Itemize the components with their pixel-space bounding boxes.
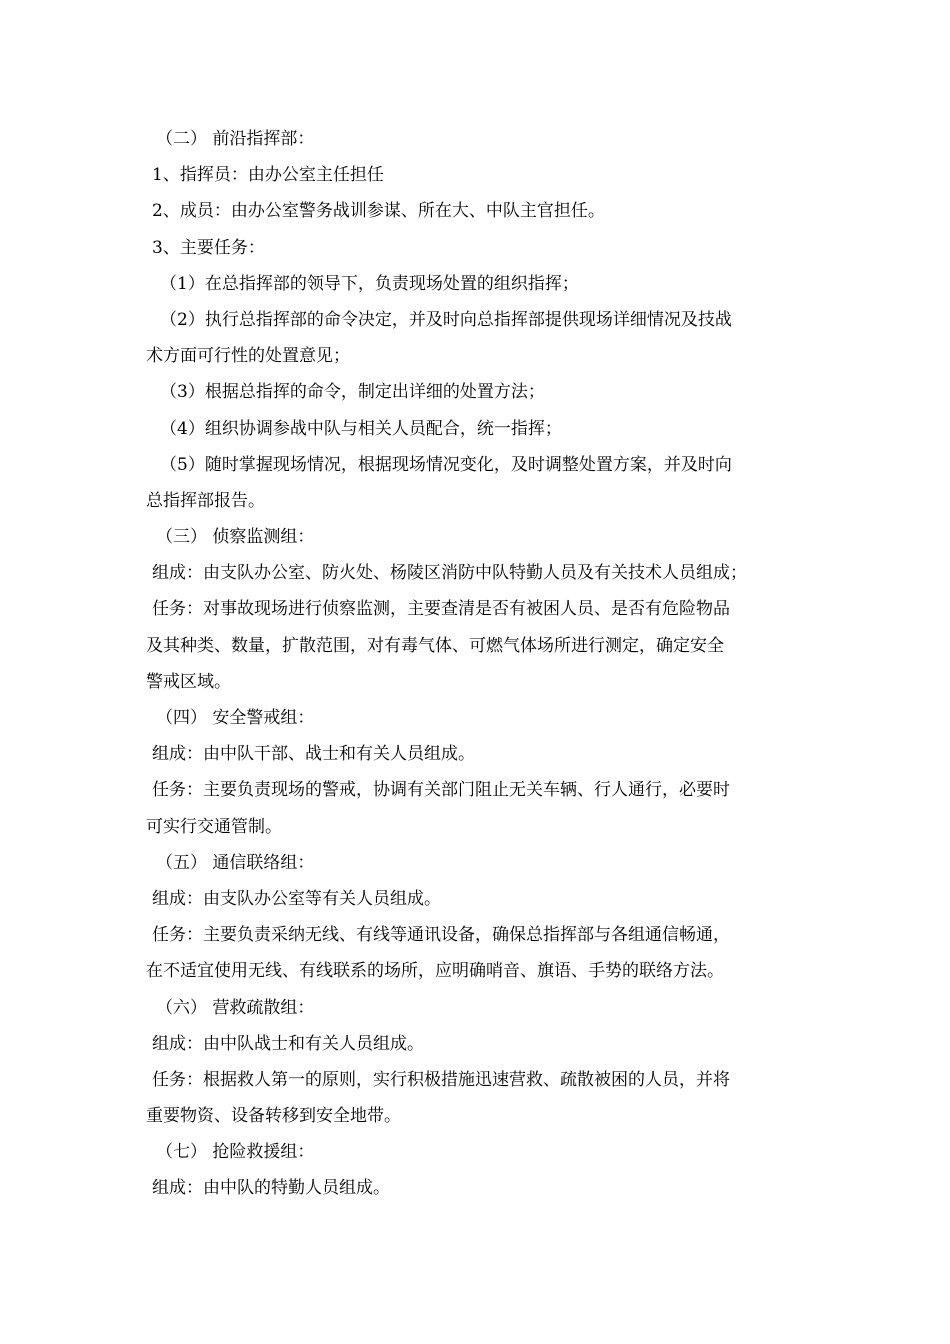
paragraph-line: 组成：由中队干部、战士和有关人员组成。 bbox=[152, 744, 475, 765]
paragraph-line: 组成：由支队办公室等有关人员组成。 bbox=[152, 888, 441, 909]
sub-item: （4）组织协调参战中队与相关人员配合，统一指挥； bbox=[160, 418, 562, 439]
continuation-line: 及其种类、数量，扩散范围，对有毒气体、可燃气体场所进行测定，确定安全 bbox=[146, 635, 724, 656]
paragraph-line: 任务：根据救人第一的原则，实行积极措施迅速营救、疏散被困的人员，并将 bbox=[152, 1069, 730, 1090]
numbered-item: 2、成员：由办公室警务战训参谋、所在大、中队主官担任。 bbox=[152, 201, 605, 222]
section-heading: （四） 安全警戒组： bbox=[156, 708, 315, 728]
section-heading: （三） 侦察监测组： bbox=[156, 527, 315, 548]
numbered-item: 3、主要任务： bbox=[152, 237, 265, 258]
sub-item: （2）执行总指挥部的命令决定，并及时向总指挥部提供现场详细情况及技战 bbox=[160, 309, 732, 330]
paragraph-line: 任务：主要负责采纳无线、有线等通讯设备，确保总指挥部与各组通信畅通， bbox=[152, 925, 730, 946]
continuation-line: 重要物资、设备转移到安全地带。 bbox=[146, 1106, 401, 1127]
section-heading: （六） 营救疏散组： bbox=[156, 997, 315, 1018]
continuation-line: 在不适宜使用无线、有线联系的场所，应明确哨音、旗语、手势的联络方法。 bbox=[146, 961, 724, 982]
section-heading: （七） 抢险救援组： bbox=[156, 1142, 315, 1163]
sub-item: （1）在总指挥部的领导下，负责现场处置的组织指挥； bbox=[160, 273, 579, 294]
numbered-item: 1、指挥员：由办公室主任担任 bbox=[152, 165, 384, 186]
continuation-line: 术方面可行性的处置意见； bbox=[146, 346, 350, 367]
sub-item: （3）根据总指挥的命令，制定出详细的处置方法； bbox=[160, 382, 545, 403]
paragraph-line: 组成：由中队的特勤人员组成。 bbox=[152, 1178, 390, 1199]
section-heading: （五） 通信联络组： bbox=[156, 852, 315, 873]
continuation-line: 总指挥部报告。 bbox=[146, 490, 265, 511]
section-heading: （二） 前沿指挥部： bbox=[156, 129, 315, 149]
sub-item: （5）随时掌握现场情况，根据现场情况变化，及时调整处置方案，并及时向 bbox=[160, 454, 732, 475]
document-body bbox=[146, 121, 826, 1207]
paragraph-line: 任务：对事故现场进行侦察监测，主要查清是否有被困人员、是否有危险物品 bbox=[152, 599, 730, 620]
continuation-line: 可实行交通管制。 bbox=[146, 816, 282, 837]
paragraph-line: 组成：由支队办公室、防火处、杨陵区消防中队特勤人员及有关技术人员组成； bbox=[152, 563, 747, 584]
paragraph-line: 任务：主要负责现场的警戒，协调有关部门阻止无关车辆、行人通行，必要时 bbox=[152, 780, 730, 801]
continuation-line: 警戒区域。 bbox=[146, 671, 231, 692]
paragraph-line: 组成：由中队战士和有关人员组成。 bbox=[152, 1033, 424, 1054]
